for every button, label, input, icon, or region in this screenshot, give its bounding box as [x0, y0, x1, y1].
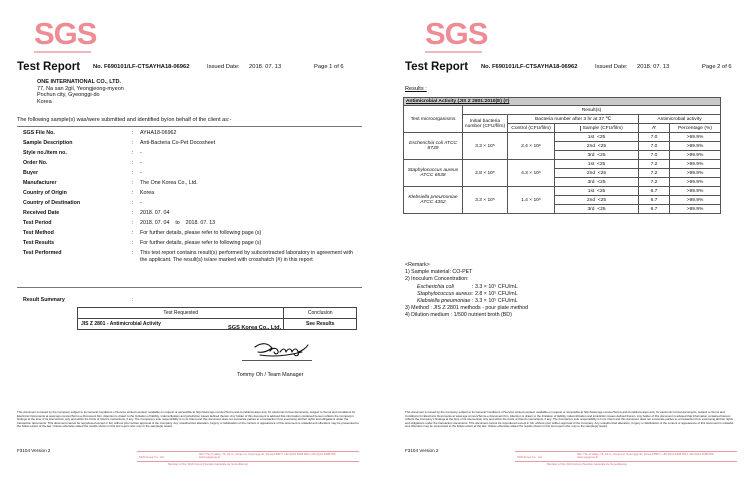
header-initial-bacteria: Initial bacteria number (CFU/film): [463, 115, 508, 133]
header-test-requested: Test Requested: [78, 308, 284, 319]
sgs-logo: SGS: [34, 16, 97, 51]
table-row: [404, 187, 721, 196]
sample-value: <25: [597, 152, 606, 158]
field-value: -: [140, 150, 142, 156]
field-value: For further details, please refer to following page (s): [140, 240, 262, 246]
percent-cell: >99.9%: [670, 151, 721, 160]
address-line: Korea: [37, 98, 52, 105]
request-table: [77, 307, 357, 330]
report-number: No. F690101/LF-CTSAYHA18-06962: [93, 64, 190, 70]
sample-value: <25: [596, 188, 606, 194]
report-page-2: [375, 0, 750, 500]
result-summary-colon: :: [132, 297, 134, 303]
inoculum-organism: Staphylococcus aureus: [417, 290, 472, 297]
header-results: Result(s): [463, 106, 721, 115]
percent-cell: >99.9%: [670, 196, 721, 205]
page-number: Page 2 of 6: [702, 64, 732, 70]
inoculum-value: : 2.8 × 10⁵ CFU/mL: [472, 290, 518, 297]
table-title: Antimicrobial Activity (JIS Z 2801:2010(E) (#): [404, 98, 721, 106]
field-label: Sample Description: [23, 140, 73, 146]
field-colon: :: [132, 170, 134, 176]
field-colon: :: [132, 200, 134, 206]
remark-line: 1) Sample material: CO-PET: [405, 269, 473, 276]
table-header-row: [78, 308, 357, 319]
table-row: [78, 319, 357, 330]
initial-cell: 3.3 × 10⁵: [463, 187, 508, 214]
initial-cell: 3.3 × 10⁵: [463, 133, 508, 160]
remark-block: [405, 262, 528, 320]
field-colon: :: [132, 160, 134, 166]
table-row: [404, 160, 721, 169]
field-label: Received Date: [23, 210, 60, 216]
percent-cell: >99.9%: [670, 187, 721, 196]
sample-cell: [555, 133, 639, 142]
sample-value: <25: [596, 134, 606, 140]
r-cell: 7.0: [639, 151, 670, 160]
report-title: Test Report: [17, 61, 81, 73]
field-colon: :: [132, 140, 134, 146]
remark-title: <Remark>: [405, 262, 430, 268]
inoculum-row: [405, 298, 528, 305]
legal-disclaimer: This document is issued by the Company subject to its General Conditions of Service printed overleaf, available on request or accessible at http://www.sgs.com/en/Terms-and-Conditions.aspx and, for electronic format documents, subject to Terms and Conditions for Electronic Documents at www.sgs.com/en/Terms-e-Document.htm. Attention is drawn to the limitation of liability, indemnification and jurisdiction issues defined therein. Any holder of this document is advised that information contained hereon reflects the Company's findings at the time of its intervention only and within the limits of Client's instructions, if any. The Company's sole responsibility is to its Client and this document does not exonerate parties to a transaction from exercising all their rights and obligations under the transaction documents. This document cannot be reproduced except in full, without prior written approval of the Company. Any unauthorized alteration, forgery or falsification of the content or appearance of this document is unlawful and offenders may be prosecuted to the fullest extent of the law. Unless otherwise stated the results shown in this test report refer only to the sample(s) tested.: [17, 410, 359, 429]
field-label: Country of Origin: [23, 190, 67, 196]
remark-line: 4) Dilution medium : 1/500 nutrient broth (BD): [405, 312, 512, 319]
address-line: Pochun city, Gyeonggi-do: [37, 92, 100, 99]
field-value: -: [140, 170, 142, 176]
field-colon: :: [132, 230, 134, 236]
field-value: AYHA18-06962: [140, 130, 177, 136]
sgs-logo: SGS: [425, 16, 488, 51]
report-header: [17, 61, 362, 75]
header-r: R: [639, 124, 670, 133]
table-row: [404, 133, 721, 142]
organism-cell: Staphylococcus aureus ATCC 6538: [404, 160, 463, 187]
address-line: 77, Na san 2gil, Yeongjeong-myeon: [37, 85, 124, 92]
field-label: Country of Destination: [23, 200, 81, 206]
control-cell: 2.4 × 10⁶: [508, 133, 555, 160]
signature-line: [242, 360, 312, 361]
header-conclusion: Conclusion: [284, 308, 357, 319]
divider: [17, 287, 362, 288]
field-label: Buyer: [23, 170, 39, 176]
r-cell: 7.0: [639, 142, 670, 151]
field-value: -: [140, 200, 142, 206]
field-value: 2018. 07. 04: [140, 210, 170, 216]
percent-cell: >99.9%: [670, 205, 721, 214]
issued-date: 2018. 07. 13: [249, 64, 282, 70]
sample-cell: [555, 187, 639, 196]
header-sample: Sample (CFU/film): [582, 125, 623, 131]
field-label: Test Results: [23, 240, 55, 246]
signature-image: [252, 339, 310, 361]
header-sample-subheader: [555, 124, 639, 133]
r-cell: 7.0: [639, 133, 670, 142]
sample-value: <25: [597, 197, 607, 203]
field-value: Anti-Bacteria Co-Pet Docosheet: [140, 140, 216, 146]
footer-address: 322, The O valley, 76, LS-ro, Gunpo-si, Gyeonggi-do, Korea 15807 t +82 (0)31 4608 000 f +82 (0)31 4608 059 www.sgsgroup.kr: [577, 452, 714, 460]
field-colon: :: [132, 240, 134, 246]
intro-text: The following sample(s) was/were submitted and identified by/on behalf of the client as:-: [17, 117, 232, 123]
sample-cell: [555, 151, 639, 160]
percent-cell: >99.9%: [670, 160, 721, 169]
field-label: Test Performed: [23, 250, 62, 256]
member-note: Member of the SGS Group (Société Générale de Surveillance): [168, 462, 249, 466]
inoculum-value: : 3.3 × 10⁵ CFU/mL: [472, 298, 518, 305]
remark-line: 3) Method : JIS Z 2801 methods - pour plate method: [405, 305, 529, 312]
signer-name: Tommy Oh / Team Manager: [237, 372, 304, 378]
report-header: [405, 61, 750, 75]
field-colon: :: [132, 250, 134, 256]
field-value: 2018. 07. 04 to 2018. 07. 13: [140, 220, 216, 226]
field-value: For further details, please refer to following page (s): [140, 230, 262, 236]
replicate-label: 3rd: [587, 152, 595, 158]
sample-cell: [555, 142, 639, 151]
footer-box: [137, 451, 359, 462]
field-label: Style no./item no.: [23, 150, 67, 156]
field-colon: :: [132, 180, 134, 186]
inoculum-organism: Escherichia coli: [417, 283, 454, 290]
logo-underline: [34, 51, 91, 53]
company-name: SGS Korea Co., Ltd.: [228, 325, 282, 331]
field-value: Korea: [140, 190, 155, 196]
report-title: Test Report: [405, 61, 469, 73]
footer-box: [515, 451, 737, 462]
table-header-row: [404, 106, 721, 115]
replicate-label: 2nd: [586, 170, 596, 176]
issued-date-label: Issued Date:: [595, 64, 628, 70]
footer-company: SGS Korea Co., Ltd.: [139, 455, 165, 459]
divider: [17, 126, 362, 127]
r-cell: 7.2: [639, 169, 670, 178]
percent-cell: >99.9%: [670, 169, 721, 178]
percent-cell: >99.9%: [670, 178, 721, 187]
footer-company: SGS Korea Co., Ltd.: [517, 455, 543, 459]
remark-line: 2) Inoculum Concentration:: [405, 276, 469, 283]
field-label: Order No.: [23, 160, 48, 166]
sample-value: <25: [597, 179, 606, 185]
sample-value: <25: [597, 143, 607, 149]
table-title-row: [404, 98, 721, 106]
organism-cell: Escherichia coli ATCC 8739: [404, 133, 463, 160]
replicate-label: 1st: [587, 188, 595, 194]
r-cell: 6.7: [639, 196, 670, 205]
field-colon: :: [132, 220, 134, 226]
replicate-label: 3rd: [587, 179, 595, 185]
form-version: F3104 Version 2: [405, 448, 439, 453]
results-table: [403, 97, 721, 214]
field-label: Test Method: [23, 230, 54, 236]
field-value: The One Korea Co., Ltd.: [140, 180, 198, 186]
percent-cell: >99.9%: [670, 133, 721, 142]
form-version: F3104 Version 2: [17, 448, 51, 453]
header-after-3hr: Bacteria number after 3 hr at 37 ℃: [508, 115, 639, 124]
client-name: ONE INTERNATIONAL CO., LTD.: [37, 79, 122, 85]
r-cell: 7.2: [639, 178, 670, 187]
header-control: Control (CFU/film): [508, 124, 555, 133]
member-note: Member of the SGS Group (Société Générale de Surveillance): [547, 462, 628, 466]
inoculum-row: [405, 291, 528, 298]
inoculum-organism: Klebsiella pneumoniae: [417, 298, 471, 305]
replicate-label: 1st: [587, 134, 595, 140]
logo-underline: [425, 51, 482, 53]
sample-value: <25: [597, 206, 606, 212]
result-summary-label: Result Summary: [23, 297, 65, 303]
issued-date-label: Issued Date:: [207, 64, 240, 70]
field-colon: :: [132, 150, 134, 156]
results-heading: Results :: [405, 86, 427, 92]
r-cell: 6.7: [639, 205, 670, 214]
inoculum-row: [405, 284, 528, 291]
page-number: Page 1 of 6: [314, 64, 344, 70]
sample-cell: [555, 160, 639, 169]
report-number: No. F690101/LF-CTSAYHA18-06962: [481, 64, 578, 70]
header-test-microorganisms: Test microorganisms: [404, 106, 463, 133]
issued-date: 2018. 07. 13: [637, 64, 670, 70]
replicate-label: 2nd: [586, 197, 596, 203]
field-value: This test report contains result(s) performed by subcontracted laboratory in agreement with the applicant. The result(s) is/are marked with crosshatch (#) in this report: [140, 250, 353, 263]
initial-cell: 2.8 × 10⁵: [463, 160, 508, 187]
field-label: Test Period: [23, 220, 52, 226]
percent-cell: >99.9%: [670, 142, 721, 151]
field-colon: :: [132, 130, 134, 136]
sample-value: <25: [597, 170, 607, 176]
sample-cell: [555, 169, 639, 178]
sample-value: <25: [596, 161, 606, 167]
field-label: SGS File No.: [23, 130, 55, 136]
sample-cell: [555, 205, 639, 214]
field-label: Manufacturer: [23, 180, 57, 186]
control-cell: 1.4 × 10⁶: [508, 187, 555, 214]
footer-address: 322, The O valley, 76, LS-ro, Gunpo-si, Gyeonggi-do, Korea 15807 t +82 (0)31 4608 000 f +82 (0)31 4608 059 www.sgsgroup.kr: [199, 452, 336, 460]
test-requested-cell: JIS Z 2801 - Antimicrobial Activity: [78, 319, 284, 330]
inoculum-value: : 3.3 × 10⁵ CFU/mL: [472, 283, 518, 290]
field-value: -: [140, 160, 142, 166]
field-colon: :: [132, 190, 134, 196]
r-cell: 7.2: [639, 160, 670, 169]
conclusion-cell: See Results: [284, 319, 357, 330]
r-cell: 6.7: [639, 187, 670, 196]
header-antimicrobial-activity: Antimicrobial activity: [639, 115, 721, 124]
client-address: [37, 79, 124, 105]
header-percentage: Percentage (%): [670, 124, 721, 133]
organism-cell: Klebsiella pneumoniae ATCC 4352: [404, 187, 463, 214]
replicate-label: 3rd: [587, 206, 595, 212]
legal-disclaimer: This document is issued by the Company subject to its General Conditions of Service printed overleaf, available on request or accessible at http://www.sgs.com/en/Terms-and-Conditions.aspx and, for electronic format documents, subject to Terms and Conditions for Electronic Documents at www.sgs.com/en/Terms-e-Document.htm. Attention is drawn to the limitation of liability, indemnification and jurisdiction issues defined therein. Any holder of this document is advised that information contained hereon reflects the Company's findings at the time of its intervention only and within the limits of Client's instructions, if any. The Company's sole responsibility is to its Client and this document does not exonerate parties to a transaction from exercising all their rights and obligations under the transaction documents. This document cannot be reproduced except in full, without prior written approval of the Company. Any unauthorized alteration, forgery or falsification of the content or appearance of this document is unlawful and offenders may be prosecuted to the fullest extent of the law. Unless otherwise stated the results shown in this test report refer only to the sample(s) tested.: [405, 410, 734, 429]
sample-cell: [555, 196, 639, 205]
replicate-label: 1st: [587, 161, 595, 167]
replicate-label: 2nd: [586, 143, 596, 149]
field-colon: :: [132, 210, 134, 216]
sample-cell: [555, 178, 639, 187]
control-cell: 4.3 × 10⁶: [508, 160, 555, 187]
